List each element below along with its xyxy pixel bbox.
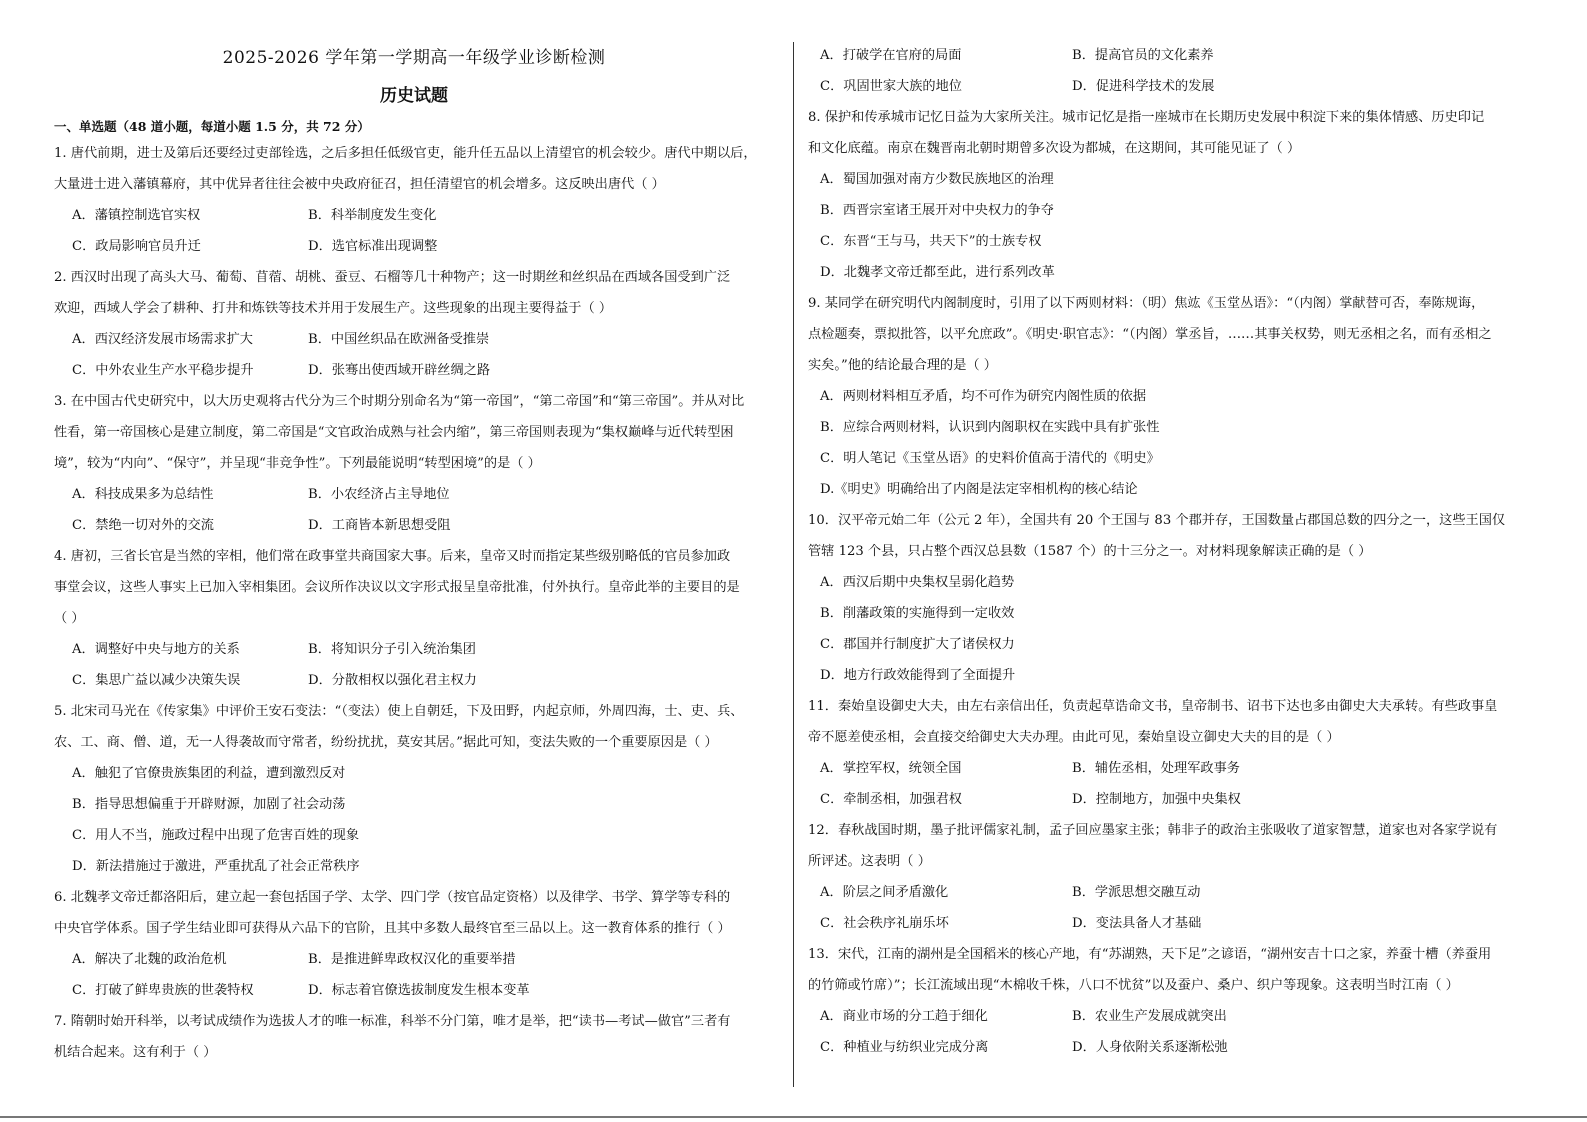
question-text: 2. 西汉时出现了高头大马、葡萄、苜蓿、胡桃、蚕豆、石榴等几十种物产；这一时期丝和丝织品在西域各国受到广泛 <box>54 270 731 285</box>
question-text: 大量进士进入藩镇幕府，其中优异者往往会被中央政府征召，担任清望官的机会增多。这反映出唐代（ ） <box>54 177 665 192</box>
option-c: C．用人不当，施政过程中出现了危害百姓的现象 <box>72 828 360 843</box>
page-bottom-rule <box>0 1116 1587 1118</box>
option-c: C．牵制丞相，加强君权 <box>820 792 962 807</box>
question-6 <box>54 882 774 1006</box>
option-b: B．应综合两则材料，认识到内阁职权在实践中具有扩张性 <box>820 420 1160 435</box>
option-a: A．西汉后期中央集权呈弱化趋势 <box>820 575 1015 590</box>
option-b: B．农业生产发展成就突出 <box>1072 1009 1227 1024</box>
option-row <box>54 665 774 696</box>
option-b: B．削藩政策的实施得到一定收效 <box>820 606 1015 621</box>
option-c: C．中外农业生产水平稳步提升 <box>72 363 254 378</box>
question-text: 农、工、商、僧、道，无一人得袭故而守常者，纷纷扰扰，莫安其居。”据此可知，变法失败的一个重要原因是（ ） <box>54 735 718 750</box>
option-d: D．选官标准出现调整 <box>308 239 438 254</box>
question-7 <box>54 1006 774 1068</box>
option-a: A．触犯了官僚贵族集团的利益，遭到激烈反对 <box>72 766 346 781</box>
option-d: D．张骞出使西域开辟丝绸之路 <box>308 363 491 378</box>
option-d: D．新法措施过于激进，严重扰乱了社会正常秩序 <box>72 859 360 874</box>
question-text: 帝不愿差使丞相，会直接交给御史大夫办理。由此可见，秦始皇设立御史大夫的目的是（ ） <box>808 730 1340 745</box>
question-text: 实矣。”他的结论最合理的是（ ） <box>808 358 997 373</box>
option-row <box>54 975 774 1006</box>
option-row <box>54 324 774 355</box>
option-row <box>808 784 1538 815</box>
question-text: 1. 唐代前期，进士及第后还要经过吏部铨选，之后多担任低级官吏，能升任五品以上清望官的机会较少。唐代中期以后， <box>54 146 757 161</box>
question-2 <box>54 262 774 386</box>
question-text: 欢迎，西域人学会了耕种、打井和炼铁等技术并用于发展生产。这些现象的出现主要得益于（ ） <box>54 301 613 316</box>
question-text: 13．宋代，江南的湖州是全国稻米的核心产地，有“苏湖熟，天下足”之谚语，“湖州安吉十口之家，养蚕十槽（养蚕用 <box>808 947 1492 962</box>
option-row <box>54 355 774 386</box>
option-d: D．北魏孝文帝迁都至此，进行系列改革 <box>820 265 1055 280</box>
option-row <box>808 71 1538 102</box>
question-text: 11．秦始皇设御史大夫，由左右亲信出任，负责起草诰命文书，皇帝制书、诏书下达也多由御史大夫承转。有些政事皇 <box>808 699 1498 714</box>
option-d: D．地方行政效能得到了全面提升 <box>820 668 1016 683</box>
question-text: 10．汉平帝元始二年（公元 2 年），全国共有 20 个王国与 83 个郡并存，王国数量占郡国总数的四分之一，这些王国仅 <box>808 513 1506 528</box>
option-a: A．掌控军权，统领全国 <box>820 761 962 776</box>
option-d: D．工商皆本新思想受阻 <box>308 518 451 533</box>
option-b: B．西晋宗室诸王展开对中央权力的争夺 <box>820 203 1054 218</box>
option-a: A．西汉经济发展市场需求扩大 <box>72 332 253 347</box>
option-b: B．指导思想偏重于开辟财源，加剧了社会动荡 <box>72 797 346 812</box>
question-text: 12．春秋战国时期，墨子批评儒家礼制，孟子回应墨家主张；韩非子的政治主张吸收了道家智慧，道家也对各家学说有 <box>808 823 1498 838</box>
question-text: 事堂会议，这些人事实上已加入宰相集团。会议所作决议以文字形式报呈皇帝批准，付外执行。皇帝此举的主要目的是 <box>54 580 740 595</box>
section-heading: 一、单选题（48 道小题，每道小题 1.5 分，共 72 分） <box>54 119 370 134</box>
question-text: 境”，较为“内向”、“保守”，并呈现“非竞争性”。下列最能说明“转型困境”的是（ ） <box>54 456 541 471</box>
option-a: A．打破学在官府的局面 <box>820 48 962 63</box>
option-c: C．社会秩序礼崩乐坏 <box>820 916 949 931</box>
question-text: 和文化底蕴。南京在魏晋南北朝时期曾多次设为都城，在这期间，其可能见证了（ ） <box>808 141 1301 156</box>
question-text: 点检题奏，票拟批答，以平允庶政”。《明史·职官志》：“（内阁）掌丞旨，……其事关权势，则无丞相之名，而有丞相之 <box>808 327 1492 342</box>
option-c: C．打破了鲜卑贵族的世袭特权 <box>72 983 254 998</box>
option-c: C．巩固世家大族的地位 <box>820 79 962 94</box>
option-d: D．促进科学技术的发展 <box>1072 79 1215 94</box>
question-text: 5. 北宋司马光在《传家集》中评价王安石变法：“（变法）使上自朝廷，下及田野，内起京师，外周四海，士、吏、兵、 <box>54 704 744 719</box>
option-d: D．标志着官僚选拔制度发生根本变革 <box>308 983 530 998</box>
option-c: C．东晋“王与马，共天下”的士族专权 <box>820 234 1042 249</box>
question-text: 管辖 123 个县，只占整个西汉总县数（1587 个）的十三分之一。对材料现象解读正确的是（ ） <box>808 544 1372 559</box>
exam-subtitle: 历史试题 <box>380 86 448 106</box>
question-text: 6. 北魏孝文帝迁都洛阳后，建立起一套包括国子学、太学、四门学（按官品定资格）以及律学、书学、算学等专科的 <box>54 890 731 905</box>
option-a: A．阶层之间矛盾激化 <box>820 885 949 900</box>
question-text: 性看，第一帝国核心是建立制度，第二帝国是“文官政治成熟与社会内缩”，第三帝国则表现为“集权巅峰与近代转型困 <box>54 425 734 440</box>
option-row <box>54 200 774 231</box>
question-text: 所评述。这表明（ ） <box>808 854 931 869</box>
question-5 <box>54 696 774 882</box>
question-11 <box>808 691 1538 815</box>
left-column <box>54 40 774 1068</box>
option-row <box>54 634 774 665</box>
option-a: A．商业市场的分工趋于细化 <box>820 1009 988 1024</box>
right-column <box>808 40 1538 1063</box>
question-8 <box>808 102 1538 288</box>
question-text: 的竹筛或竹席）”；长江流域出现“木棉收千株，八口不忧贫”以及蚕户、桑户、织户等现象。这表明当时江南（ ） <box>808 978 1459 993</box>
option-c: C．种植业与纺织业完成分离 <box>820 1040 989 1055</box>
option-b: B．小农经济占主导地位 <box>308 487 450 502</box>
option-row <box>54 231 774 262</box>
question-12 <box>808 815 1538 939</box>
option-row <box>54 944 774 975</box>
option-c: C．集思广益以减少决策失误 <box>72 673 241 688</box>
option-d: D．人身依附关系逐渐松弛 <box>1072 1040 1228 1055</box>
option-b: B．中国丝织品在欧洲备受推崇 <box>308 332 490 347</box>
question-text: 9. 某同学在研究明代内阁制度时，引用了以下两则材料：（明）焦竑《玉堂丛语》：“（内阁）掌献替可否，奉陈规诲， <box>808 296 1485 311</box>
option-row <box>808 753 1538 784</box>
question-4 <box>54 541 774 696</box>
option-a: A．解决了北魏的政治危机 <box>72 952 227 967</box>
question-9 <box>808 288 1538 505</box>
option-row <box>808 877 1538 908</box>
option-a: A．调整好中央与地方的关系 <box>72 642 240 657</box>
column-divider <box>793 42 794 1087</box>
option-c: C．明人笔记《玉堂丛语》的史料价值高于清代的《明史》 <box>820 451 1160 466</box>
question-text: 中央官学体系。国子学生结业即可获得从六品下的官阶，且其中多数人最终官至三品以上。这一教育体系的推行（ ） <box>54 921 731 936</box>
option-a: A．两则材料相互矛盾，均不可作为研究内阁性质的依据 <box>820 389 1147 404</box>
option-row <box>808 40 1538 71</box>
exam-title: 2025-2026 学年第一学期高一年级学业诊断检测 <box>222 48 606 68</box>
question-text: 4. 唐初，三省长官是当然的宰相，他们常在政事堂共商国家大事。后来，皇帝又时而指定某些级别略低的官员参加政 <box>54 549 731 564</box>
question-text: （ ） <box>54 611 85 626</box>
option-a: A．科技成果多为总结性 <box>72 487 214 502</box>
option-row <box>54 479 774 510</box>
question-10 <box>808 505 1538 691</box>
option-b: B．提高官员的文化素养 <box>1072 48 1214 63</box>
option-b: B．学派思想交融互动 <box>1072 885 1201 900</box>
option-d: D.《明史》明确给出了内阁是法定宰相机构的核心结论 <box>820 482 1138 497</box>
option-b: B．辅佐丞相，处理军政事务 <box>1072 761 1240 776</box>
option-b: B．是推进鲜卑政权汉化的重要举措 <box>308 952 516 967</box>
question-7-options <box>808 40 1538 102</box>
option-row <box>808 1032 1538 1063</box>
question-text: 8. 保护和传承城市记忆日益为大家所关注。城市记忆是指一座城市在长期历史发展中积淀下来的集体情感、历史印记 <box>808 110 1485 125</box>
option-d: D．控制地方，加强中央集权 <box>1072 792 1241 807</box>
option-a: A．蜀国加强对南方少数民族地区的治理 <box>820 172 1054 187</box>
option-a: A．藩镇控制选官实权 <box>72 208 201 223</box>
question-text: 3. 在中国古代史研究中，以大历史观将古代分为三个时期分别命名为“第一帝国”，“第二帝国”和“第三帝国”。并从对比 <box>54 394 745 409</box>
option-row <box>808 1001 1538 1032</box>
option-c: C．郡国并行制度扩大了诸侯权力 <box>820 637 1015 652</box>
option-row <box>808 908 1538 939</box>
option-d: D．变法具备人才基础 <box>1072 916 1202 931</box>
question-1 <box>54 138 774 262</box>
option-b: B．科举制度发生变化 <box>308 208 437 223</box>
option-c: C．禁绝一切对外的交流 <box>72 518 214 533</box>
question-13 <box>808 939 1538 1063</box>
option-d: D．分散相权以强化君主权力 <box>308 673 477 688</box>
option-row <box>54 510 774 541</box>
question-text: 机结合起来。这有利于（ ） <box>54 1045 217 1060</box>
option-b: B．将知识分子引入统治集团 <box>308 642 476 657</box>
option-c: C．政局影响官员升迁 <box>72 239 201 254</box>
question-text: 7. 隋朝时始开科举，以考试成绩作为选拔人才的唯一标准，科举不分门第，唯才是举，把“读书—考试—做官”三者有 <box>54 1014 731 1029</box>
question-3 <box>54 386 774 541</box>
